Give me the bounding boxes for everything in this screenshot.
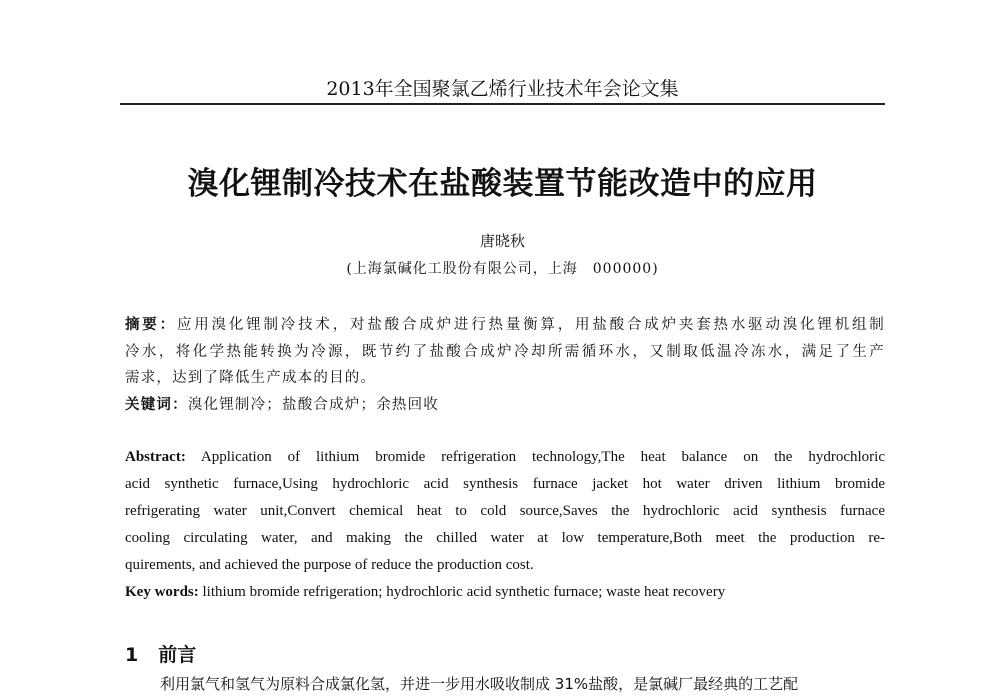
- keywords-cn: [125, 392, 885, 419]
- author: 唐晓秋: [479, 232, 525, 250]
- abstract-en-line: refrigerating water unit,Convert chemical heat to cold source,Saves the hydrochloric acid synthesis furnace: [125, 503, 885, 519]
- affiliation: (上海氯碱化工股份有限公司，上海 000000): [346, 261, 659, 277]
- running-header: 2013年全国聚氯乙烯行业技术年会论文集: [326, 78, 679, 100]
- abstract-en-text: Application of lithium bromide refrigeration technology,The heat balance on the hydrochloric: [185, 449, 885, 465]
- keywords-en: [125, 584, 885, 611]
- keywords-en-label: Key words:: [125, 584, 199, 600]
- keywords-cn-label: 关键词：: [125, 396, 188, 413]
- abstract-en-line: quirements, and achieved the purpose of reduce the production cost.: [125, 557, 534, 573]
- abstract-en-line: acid synthetic furnace,Using hydrochloric acid synthesis furnace jacket hot water driven lithium bromide: [125, 476, 885, 492]
- abstract-cn: [125, 312, 885, 418]
- abstract-en: [125, 449, 885, 611]
- abstract-cn-line: 冷水，将化学热能转换为冷源，既节约了盐酸合成炉冷却所需循环水，又制取低温冷冻水，满足了生产: [125, 343, 885, 360]
- section-title: 前言: [158, 644, 197, 666]
- abstract-cn-line: 需求，达到了降低生产成本的目的。: [125, 370, 377, 386]
- abstract-cn-label: 摘要：: [125, 317, 177, 333]
- abstract-cn-text: 应用溴化锂制冷技术，对盐酸合成炉进行热量衡算，用盐酸合成炉夹套热水驱动溴化锂机组制: [176, 317, 885, 333]
- section-number: 1: [125, 644, 139, 666]
- abstract-cn-line: [125, 312, 885, 339]
- body-paragraph: 利用氯气和氢气为原料合成氯化氢，并进一步用水吸收制成 31%盐酸，是氯碱厂最经典的工艺配: [160, 675, 799, 693]
- header-rule: [120, 103, 885, 105]
- keywords-cn-text: 溴化锂制冷；盐酸合成炉；余热回收: [187, 396, 440, 413]
- abstract-en-line: cooling circulating water, and making the chilled water at low temperature,Both meet the production re-: [125, 530, 885, 546]
- keywords-en-text: lithium bromide refrigeration; hydrochloric acid synthetic furnace; waste heat recovery: [198, 584, 726, 600]
- paper-title: 溴化锂制冷技术在盐酸装置节能改造中的应用: [187, 166, 818, 202]
- abstract-en-label: Abstract:: [125, 449, 186, 465]
- abstract-en-line: [125, 449, 885, 476]
- section-heading: [125, 640, 196, 667]
